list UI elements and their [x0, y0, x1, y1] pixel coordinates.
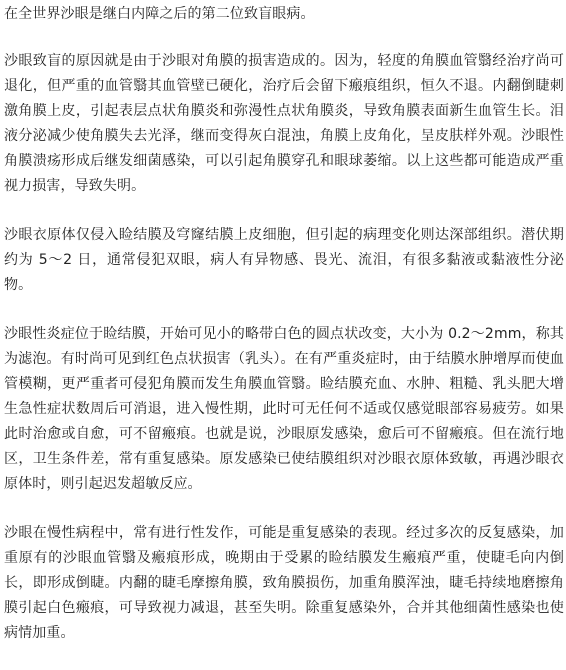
- intro-paragraph: 在全世界沙眼是继白内障之后的第二位致盲眼病。: [4, 6, 315, 22]
- blindness-cause-paragraph: 沙眼致盲的原因就是由于沙眼对角膜的损害造成的。因为，轻度的角膜血管翳经治疗尚可退化，但严重的血管翳其血管壁已硬化，治疗后会留下瘢痕组织，恒久不退。内翻倒睫刺激角膜上皮，引起表层点状角膜炎和弥漫性点状角膜炎，导致角膜表面新生血管生长。泪液分泌减少使角膜失去光泽，继而变得灰白混浊，角膜上皮角化，呈皮肤样外观。沙眼性角膜溃疡形成后继发细菌感染，可以引起角膜穿孔和眼球萎缩。以上这些都可能造成严重视力损害，导致失明。: [4, 53, 564, 194]
- chlamydia-paragraph: 沙眼衣原体仅侵入睑结膜及穹窿结膜上皮细胞，但引起的病理变化则达深部组织。潜伏期约为 5～2 日，通常侵犯双眼，病人有异物感、畏光、流泪，有很多黏液或黏液性分泌物。: [4, 227, 564, 293]
- inflammation-paragraph: 沙眼性炎症位于睑结膜，开始可见小的略带白色的圆点状改变，大小为 0.2～2mm，称其为滤泡。有时尚可见到红色点状损害（乳头）。在有严重炎症时，由于结膜水肿增厚而使血管模糊，更严重者可侵犯角膜而发生角膜血管翳。睑结膜充血、水肿、粗糙、乳头肥大增生急性症状数周后可消退，进入慢性期，此时可无任何不适或仅感觉眼部容易疲劳。如果此时治愈或自愈，可不留瘢痕。也就是说，沙眼原发感染，愈后可不留瘢痕。但在流行地区，卫生条件差，常有重复感染。原发感染已使结膜组织对沙眼衣原体致敏，再遇沙眼衣原体时，则引起迟发超敏反应。: [4, 326, 564, 492]
- article-body: [4, 2, 564, 670]
- chronic-course-paragraph: 沙眼在慢性病程中，常有进行性发作，可能是重复感染的表现。经过多次的反复感染，加重原有的沙眼血管翳及瘢痕形成，晚期由于受累的睑结膜发生瘢痕严重，使睫毛向内倒长，即形成倒睫。内翻的睫毛摩擦角膜，致角膜损伤，加重角膜浑浊，睫毛持续地磨擦角膜引起白色瘢痕，可导致视力减退，甚至失明。除重复感染外，合并其他细菌性感染也使病情加重。: [4, 525, 564, 641]
